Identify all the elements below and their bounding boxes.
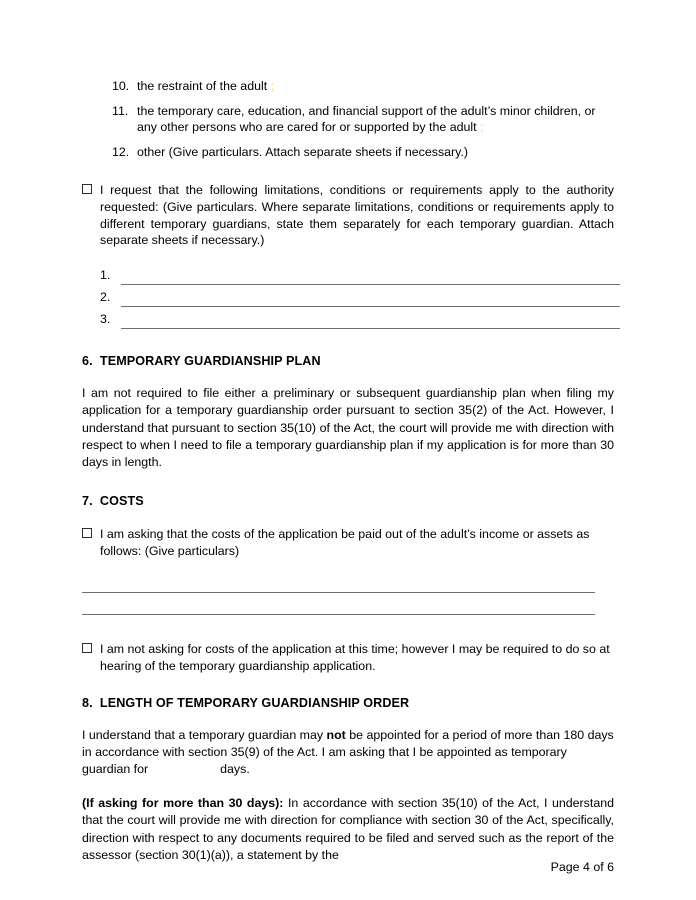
costs-income-checkbox-label: I am asking that the costs of the application be paid out of the adult’s income or assets as follows: (Give particulars) [100, 527, 590, 558]
section-6-body: I am not required to file either a preliminary or subsequent guardianship plan when filing my application for a temporary guardianship order pursuant to section 35(2) of the Act. However, I understand that pursuant to section 35(10) of the Act, the court will provide me with direction with respect to when I need to file a temporary guardianship plan if my application is for more than 30 days in length. [82, 386, 614, 469]
list-item [82, 144, 614, 161]
checkbox-limitations[interactable] [82, 184, 92, 194]
list-item-number: 10. [112, 79, 130, 93]
section-8-body-part3: days. [220, 762, 250, 777]
section-8-note-emphasis: (If asking for more than 30 days): [82, 796, 284, 811]
section-8-note [82, 795, 614, 864]
blank-line-row[interactable] [82, 311, 614, 333]
list-item-trailing-mark: ; [270, 79, 275, 93]
checkbox-costs-from-income[interactable] [82, 528, 92, 538]
costs-not-asking-checkbox-block[interactable] [82, 641, 614, 675]
costs-not-asking-checkbox-label: I am not asking for costs of the application at this time; however I may be required to do so at hearing of the temporary guardianship application. [100, 642, 610, 673]
list-item-number: 12. [112, 144, 130, 159]
blank-line-row[interactable] [82, 267, 614, 289]
section-6-heading: 6. TEMPORARY GUARDIANSHIP PLAN [82, 354, 321, 369]
section-8-heading: 8. LENGTH OF TEMPORARY GUARDIANSHIP ORDER [82, 695, 410, 710]
blank-line-rule[interactable] [121, 328, 620, 329]
list-item-number: 11. [112, 103, 129, 118]
list-item-trailing-mark: ; [480, 120, 484, 134]
checkbox-costs-not-asking[interactable] [82, 643, 92, 653]
limitations-checkbox-block[interactable] [82, 182, 614, 249]
section-8-note-body: In accordance with section 35(10) of the Act, I understand that the court will provide me with direction for compliance with section 30 of the Act, specifically, direction with respect to any documents required to be filed and served such as the report of the assessor (section 30(1)(a)), a statement by the [82, 796, 614, 862]
blank-line-number: 3. [100, 312, 111, 327]
blank-line-number: 1. [100, 268, 111, 283]
section-8-body-part2: be appointed for a period of more than 180 days in accordance with section 35(9) of the Act. I am asking that I be appointed as temporary guardian for [82, 727, 614, 777]
page-footer: Page 4 of 6 [550, 860, 614, 874]
section-7-heading: 7. COSTS [82, 494, 144, 509]
blank-line-rule[interactable] [121, 284, 620, 285]
limitations-blank-lines [82, 267, 614, 333]
list-item-text: the temporary care, education, and financial support of the adult’s minor children, or any other persons who are cared for or supported by the adult [137, 103, 596, 134]
section-8-body [82, 727, 614, 779]
list-item [82, 78, 614, 95]
blank-line-row[interactable] [82, 289, 614, 311]
section-8-body-emphasis: not [326, 727, 346, 742]
authority-list [82, 78, 614, 160]
section-8-body-part1: I understand that a temporary guardian may [82, 727, 327, 742]
blank-line-rule[interactable] [121, 306, 620, 307]
list-item [82, 103, 614, 136]
costs-income-checkbox-block[interactable] [82, 526, 614, 560]
list-item-text: the restraint of the adult [137, 79, 271, 93]
blank-line-number: 2. [100, 290, 111, 305]
page-content [82, 78, 614, 864]
list-item-text: other (Give particulars. Attach separate sheets if necessary.) [137, 144, 469, 159]
limitations-checkbox-label: I request that the following limitations, conditions or requirements apply to the authority requested: (Give particulars. Where separate limitations, conditions or requirements apply to different temporary guardians, state them separately for each temporary guardian. Attach separate sheets if necessary.) [100, 183, 614, 248]
